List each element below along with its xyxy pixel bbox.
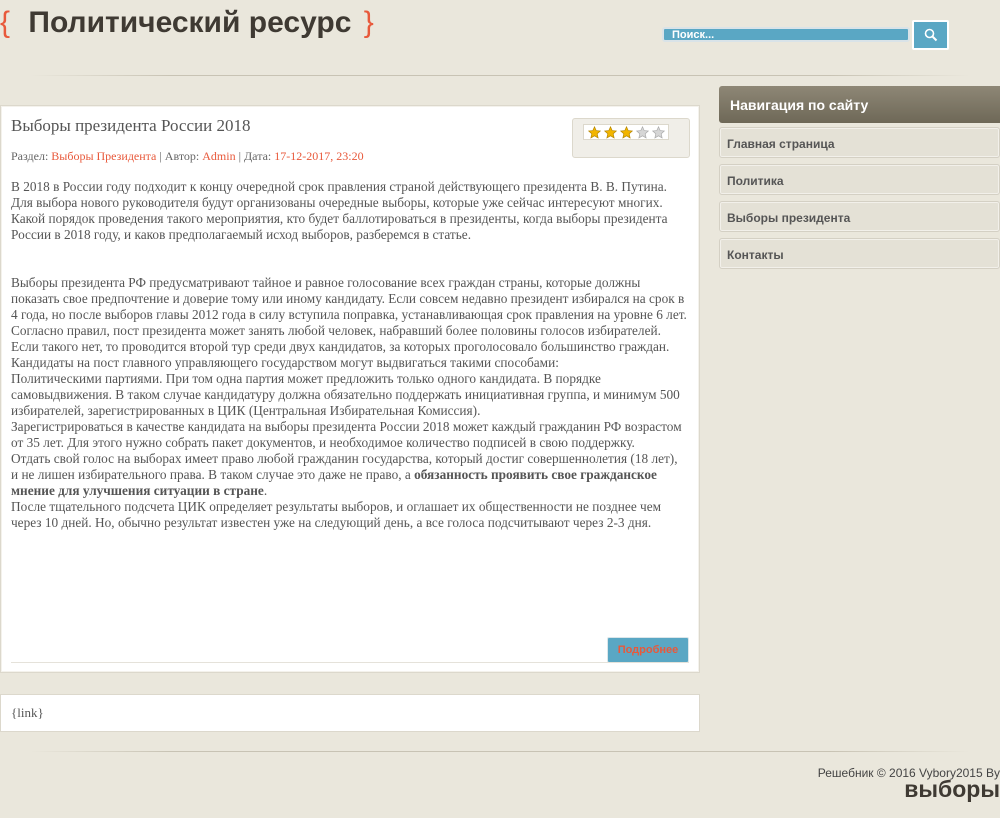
vote-text: Отдать свой голос на выборах имеет право любой гражданин государства, который достиг совершеннолетия (18 лет), и не лишен избирательного права. В таком случае это даже не право, а bbox=[11, 451, 678, 482]
logo-brace-close: } bbox=[363, 6, 374, 39]
post-article bbox=[0, 105, 700, 673]
post-date[interactable]: 17-12-2017, 23:20 bbox=[274, 149, 364, 163]
sidebar-item-politics[interactable]: Политика bbox=[719, 164, 1000, 195]
search-form bbox=[662, 20, 950, 50]
link-placeholder: {link} bbox=[11, 705, 44, 720]
author-link[interactable]: Admin bbox=[202, 149, 236, 163]
rating-stars[interactable] bbox=[583, 124, 669, 140]
paragraph bbox=[11, 451, 687, 499]
star-filled-icon[interactable] bbox=[588, 126, 601, 139]
post-body bbox=[11, 179, 687, 531]
footer-copyright: Решебник © 2016 Vybory2015 By bbox=[817, 766, 1000, 780]
link-box bbox=[0, 694, 700, 732]
paragraph: Выборы президента РФ предусматривают тайное и равное голосование всех граждан страны, которые должны показать свое предпочтение и доверие тому или иному кандидату. Если совсем недавно президент избирался на срок в 4 года, но после выборов главы 2012 года в силу вступила поправка, устанавливающая срок правления на уровне 6 лет. bbox=[11, 275, 687, 322]
star-empty-icon[interactable] bbox=[652, 126, 665, 139]
section-label: Раздел: bbox=[11, 149, 49, 163]
post-meta bbox=[11, 149, 364, 164]
site-title: Политический ресурс bbox=[28, 6, 352, 39]
logo-brace-open: { bbox=[0, 6, 11, 39]
post-divider bbox=[11, 662, 689, 663]
site-logo[interactable] bbox=[0, 6, 374, 40]
paragraph: После тщательного подсчета ЦИК определяет результаты выборов, и оглашает их общественности не позднее чем через 10 дней. Но, обычно результат известен уже на следующий день, а все голоса подсчитывают через 2-3 дня. bbox=[11, 499, 662, 530]
read-more-button[interactable]: Подробнее bbox=[607, 637, 689, 663]
footer-brand[interactable]: выборы bbox=[904, 776, 1000, 802]
paragraph: Зарегистрироваться в качестве кандидата на выборы президента России 2018 может каждый гражданин РФ возрастом от 35 лет. Для этого нужно собрать пакет документов, и необходимое количество подписей в свою поддержку. bbox=[11, 419, 682, 450]
search-icon bbox=[924, 28, 938, 42]
author-label: | Автор: bbox=[159, 149, 200, 163]
post-title[interactable]: Выборы президента России 2018 bbox=[11, 116, 251, 135]
paragraph: Кандидаты на пост главного управляющего государством могут выдвигаться такими способами: bbox=[11, 355, 559, 370]
header-divider bbox=[30, 75, 970, 76]
sidebar-item-contacts[interactable]: Контакты bbox=[719, 238, 1000, 269]
star-empty-icon[interactable] bbox=[636, 126, 649, 139]
paragraph: Согласно правил, пост президента может занять любой человек, набравший более половины голосов избирателей. Если такого нет, то проводится второй тур среди двух кандидатов, за которых проголосовало большинство граждан. bbox=[11, 323, 670, 354]
star-filled-icon[interactable] bbox=[620, 126, 633, 139]
rating-box bbox=[572, 118, 690, 158]
sidebar-header: Навигация по сайту bbox=[719, 86, 1000, 123]
search-input[interactable] bbox=[662, 27, 910, 42]
footer-divider bbox=[30, 751, 970, 752]
vote-end: . bbox=[263, 483, 268, 498]
section-link[interactable]: Выборы Президента bbox=[51, 149, 157, 163]
date-label: | Дата: bbox=[238, 149, 272, 163]
paragraph: Политическими партиями. При том одна партия может предложить только одного кандидата. В порядке самовыдвижения. В таком случае кандидатуру должна обязательно поддержать инициативная группа, и минимум 500 избирателей, зарегистрированных в ЦИК (Центральная Избирательная Комиссия). bbox=[11, 371, 680, 418]
paragraph: В 2018 в России году подходит к концу очередной срок правления страной действующего президента В. В. Путина. Для выбора нового руководителя будут организованы очередные выборы, которые уже сейчас интересуют многих. bbox=[11, 179, 667, 210]
sidebar-item-home[interactable]: Главная страница bbox=[719, 127, 1000, 158]
star-filled-icon[interactable] bbox=[604, 126, 617, 139]
vote-bold-text: обязанность проявить свое гражданское мнение для улучшения ситуации в стране bbox=[11, 467, 657, 498]
search-button[interactable] bbox=[912, 20, 949, 50]
paragraph: Какой порядок проведения такого мероприятия, кто будет баллотироваться в президенты, когда выборы президента России в 2018 году, и каков предполагаемый исход выборов, разберемся в статье. bbox=[11, 211, 668, 242]
sidebar-item-elections[interactable]: Выборы президента bbox=[719, 201, 1000, 232]
